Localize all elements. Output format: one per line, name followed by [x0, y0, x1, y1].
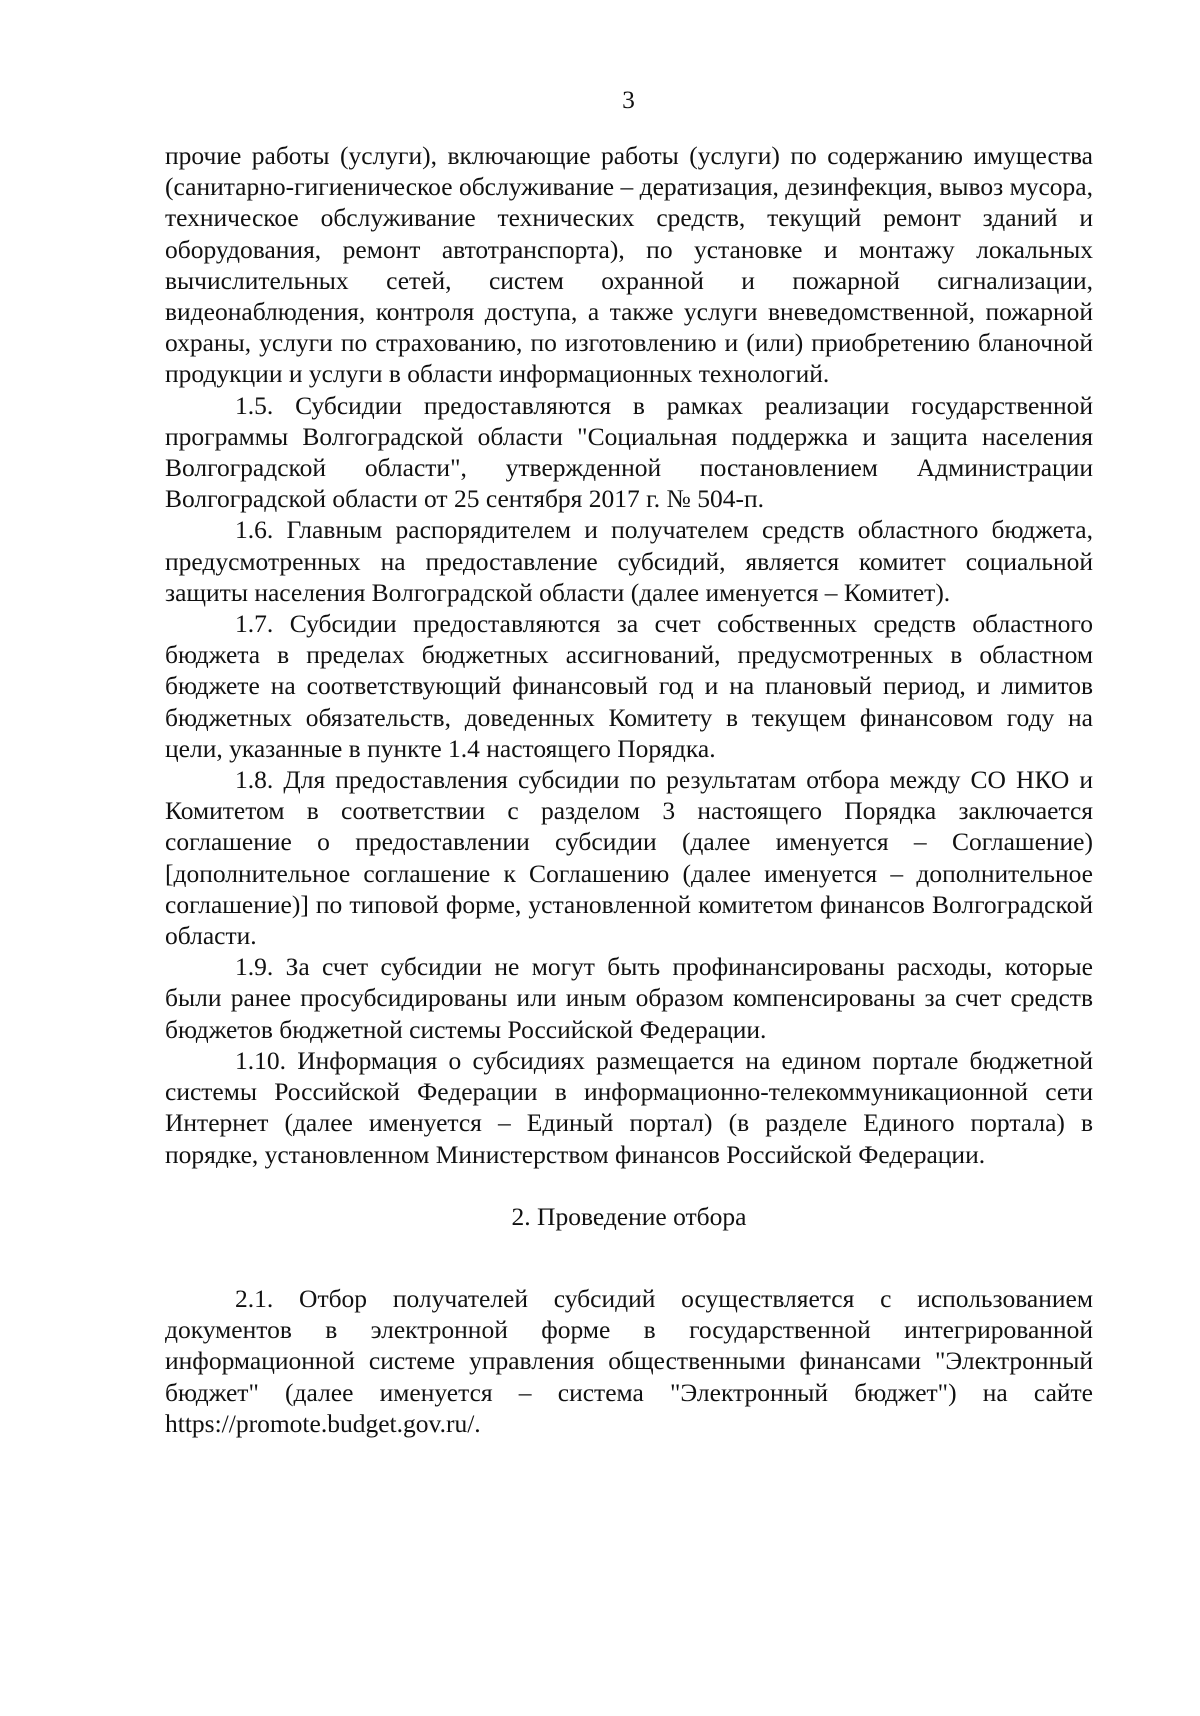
document-body — [165, 140, 1093, 1439]
paragraph-1-8: 1.8. Для предоставления субсидии по результатам отбора между СО НКО и Комитетом в соответствии с разделом 3 настоящего Порядка заключается соглашение о предоставлении субсидии (далее именуется – Соглашение) [дополнительное соглашение к Соглашению (далее именуется – дополнительное соглашение)] по типовой форме, установленной комитетом финансов Волгоградской области. — [165, 765, 1093, 951]
page-number: 3 — [622, 85, 635, 114]
paragraph-1-9: 1.9. За счет субсидии не могут быть профинансированы расходы, которые были ранее просубсидированы или иным образом компенсированы за счет средств бюджетов бюджетной системы Российской Федерации. — [165, 952, 1093, 1044]
paragraph-1-5: 1.5. Субсидии предоставляются в рамках реализации государственной программы Волгоградской области "Социальная поддержка и защита населения Волгоградской области", утвержденной постановлением Администрации Волгоградской области от 25 сентября 2017 г. № 504-п. — [165, 390, 1093, 514]
paragraph-continuation: прочие работы (услуги), включающие работы (услуги) по содержанию имущества (санитарно-гигиеническое обслуживание – дератизация, дезинфекция, вывоз мусора, техническое обслуживание технических средств, текущий ремонт зданий и оборудования, ремонт автотранспорта), по установке и монтажу локальных вычислительных сетей, систем охранной и пожарной сигнализации, видеонаблюдения, контроля доступа, а также услуги вневедомственной, пожарной охраны, услуги по страхованию, по изготовлению и (или) приобретению бланочной продукции и услуги в области информационных технологий. — [165, 141, 1093, 389]
paragraph-1-6: 1.6. Главным распорядителем и получателем средств областного бюджета, предусмотренных на предоставление субсидий, является комитет социальной защиты населения Волгоградской области (далее именуется – Комитет). — [165, 515, 1093, 607]
paragraph-2-1: 2.1. Отбор получателей субсидий осуществляется с использованием документов в электронной форме в государственной интегрированной информационной системе управления общественными финансами "Электронный бюджет" (далее именуется – система "Электронный бюджет") на сайте https://promote.budget.gov.ru/. — [165, 1283, 1093, 1438]
section-heading: 2. Проведение отбора — [511, 1201, 747, 1231]
paragraph-1-7: 1.7. Субсидии предоставляются за счет собственных средств областного бюджета в пределах бюджетных ассигнований, предусмотренных в областном бюджете на соответствующий финансовый год и на плановый период, и лимитов бюджетных обязательств, доведенных Комитету в текущем финансовом году на цели, указанные в пункте 1.4 настоящего Порядка. — [165, 609, 1093, 763]
paragraph-1-10: 1.10. Информация о субсидиях размещается на едином портале бюджетной системы Российской Федерации в информационно-телекоммуникационной сети Интернет (далее именуется – Единый портал) (в разделе Единого портала) в порядке, установленном Министерством финансов Российской Федерации. — [165, 1045, 1093, 1169]
